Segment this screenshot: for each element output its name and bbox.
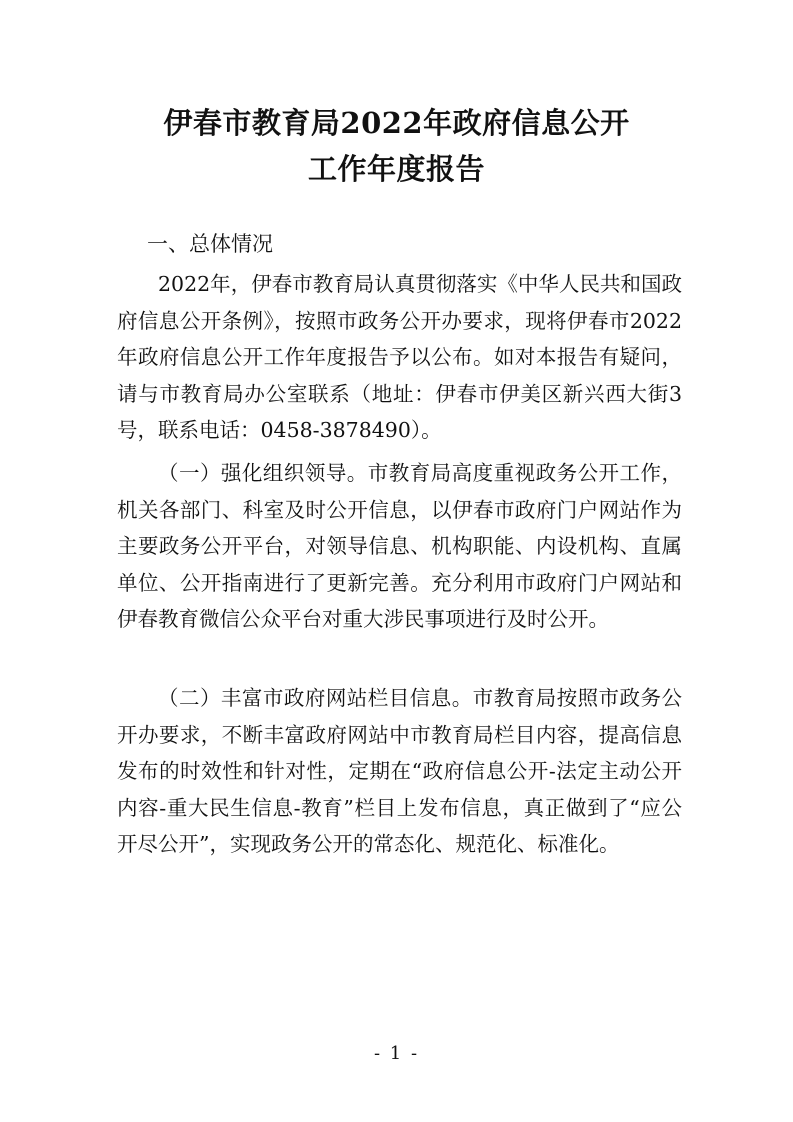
document-title-line-2: 工作年度报告: [307, 152, 485, 186]
paragraph-organization-leadership: （一）强化组织领导。市教育局高度重视政务公开工作，机关各部门、科室及时公开信息，以伊春市政府门户网站作为主要政务公开平台，对领导信息、机构职能、内设机构、直属单位、公开指南进行了更新完善。充分利用市政府门户网站和伊春教育微信公众平台对重大涉民事项进行及时公开。: [117, 461, 682, 631]
section-heading-overview: 一、总体情况: [147, 232, 273, 256]
paragraph-intro: 2022年，伊春市教育局认真贯彻落实《中华人民共和国政府信息公开条例》，按照市政务公开办要求，现将伊春市2022年政府信息公开工作年度报告予以公布。如对本报告有疑问，请与市教育局办公室联系（地址：伊春市伊美区新兴西大街3号，联系电话：0458-3878490）。: [117, 272, 682, 442]
page-number: - 1 -: [373, 1043, 420, 1064]
document-title-line-1: 伊春市教育局2022年政府信息公开: [163, 106, 630, 140]
paragraph-website-columns: （二）丰富市政府网站栏目信息。市教育局按照市政务公开办要求，不断丰富政府网站中市教育局栏目内容，提高信息发布的时效性和针对性，定期在“政府信息公开-法定主动公开内容-重大民生信息-教育”栏目上发布信息，真正做到了“应公开尽公开”，实现政务公开的常态化、规范化、标准化。: [117, 686, 682, 856]
